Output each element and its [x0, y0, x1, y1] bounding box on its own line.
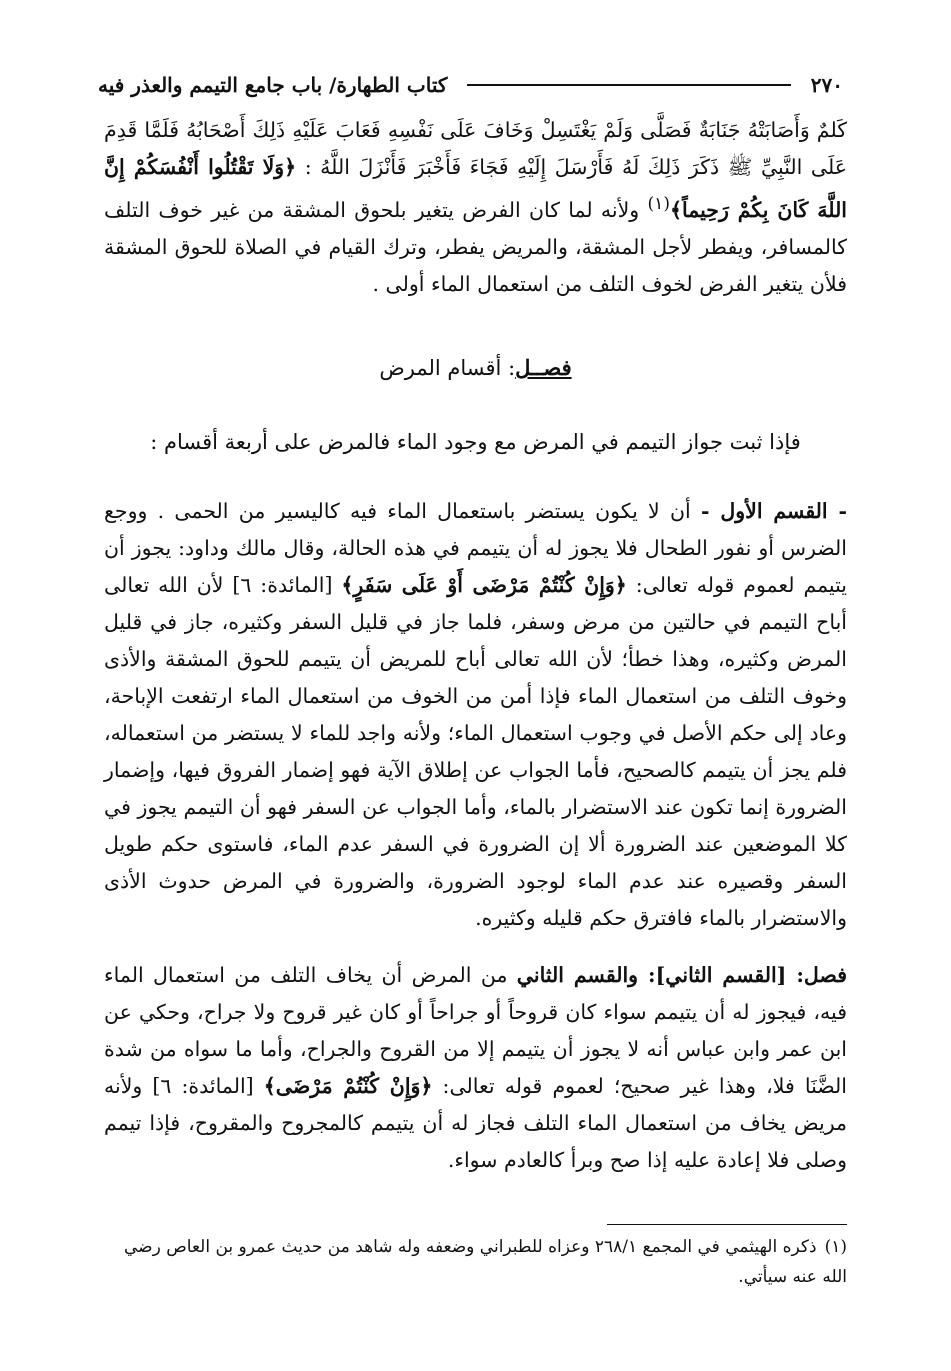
paragraph-1-lead: كَلمٌ وَأَصَابَتْهُ جَنَابَةٌ فَصَلَّى وَلَمْ يَغْتَسِلْ وَخَافَ عَلَى نَفْسِهِ فَعَابَ عَلَيْهِ ذَلِكَ أَصْحَابُهُ فَلَمَّا قَدِمَ عَلَى النَّبِيِّ ﷺ ذَكَرَ ذَلِكَ لَهُ فَأَرْسَلَ إِلَيْهِ فَجَاءَ فَأَخْبَرَ فَأَنْزَلَ اللَّهُ : [104, 118, 847, 179]
footnote-ref: (١) [647, 194, 671, 214]
paragraph-1-verse: ﴿وَلَا تَقْتُلُوا أَنْفُسَكُمْ إِنَّ اللَّهَ كَانَ بِكُمْ رَحِيماً﴾ [104, 155, 848, 222]
footnote [104, 1232, 847, 1292]
running-title: كتاب الطهارة/ باب جامع التيمم والعذر فيه [98, 73, 448, 97]
paragraph-2-verse: ﴿وَإِنْ كُنْتُمْ مَرْضَى أَوْ عَلَى سَفَرٍ﴾ [341, 573, 627, 597]
page-number: ٢٧٠ [810, 73, 843, 97]
paragraph-2-text: أن لا يكون يستضر باستعمال الماء فيه كاليسير من الحمى . ووجع الضرس أو نفور الطحال فلا يجوز له أن يتيمم في هذه الحالة، وقال مالك وداود: يجوز أن يتيمم لعموم قوله تعالى: [104, 499, 848, 597]
paragraph-2-rest: [المائدة: ٦] لأن الله تعالى أباح التيمم في حالتين من مرض وسفر، فلما جاز في قليل السفر وكثيره، جاز في قليل المرض وكثيره، وهذا خطأ؛ لأن الله تعالى أباح للمريض أن يتيمم للحوق المشقة والأذى وخوف التلف من استعمال الماء فإذا أمن من الخوف من استعمال الماء ارتفعت الإباحة، وعاد إلى حكم الأصل في وجوب استعمال الماء؛ ولأنه واجد للماء لا يستضر من استعماله، فلم يجز أن يتيمم كالصحيح، فأما الجواب عن إطلاق الآية فهو إضمار الفروق فيها، وإضمار الضرورة إنما تكون عند الاستضرار بالماء، وأما الجواب عن السفر فهو أن التيمم يجوز في كلا الموضعين عند الضرورة ألا إن الضرورة في السفر عدم الماء، فاستوى حكم طويل السفر وقصيره عند عدم الماء لوجود الضرورة، والضرورة في المرض حدوث الأذى والاستضرار بالماء فافترق حكم قليله وكثيره. [104, 573, 847, 930]
paragraph-1-rest: ولأنه لما كان الفرض يتغير بلحوق المشقة من غير خوف التلف كالمسافر، ويفطر لأجل المشقة، والمريض يفطر، وترك القيام في الصلاة للحوق المشقة فلأن يتغير الفرض لخوف التلف من استعمال الماء أولى . [104, 197, 847, 296]
paragraph-2-lead: - القسم الأول - [700, 499, 847, 523]
footnote-text: ذكره الهيثمي في المجمع ٢٦٨/١ وعزاه للطبراني وضعفه وله شاهد من حديث عمرو بن العاص رضي الله عنه سيأتي. [124, 1237, 847, 1287]
footnote-number: (١) [824, 1237, 847, 1257]
paragraph-3-lead: فصل: [القسم الثاني]: والقسم الثاني [516, 963, 848, 987]
page-header [98, 68, 843, 102]
footnote-rule [607, 1224, 847, 1225]
paragraph-3-rest: [المائدة: ٦] ولأنه مريض يخاف من استعمال الماء التلف فجاز له أن يتيمم كالمجروح والمقروح، فإذا تيمم وصلى فلا إعادة عليه إذا صح وبرأ كالعادم سواء. [104, 1074, 847, 1172]
section-intro: فإذا ثبت جواز التيمم في المرض مع وجود الماء فالمرض على أربعة أقسام : [150, 430, 801, 454]
section-title: : أقسام المرض [379, 356, 516, 380]
header-rule [467, 84, 790, 86]
paragraph-3-verse: ﴿وَإِنْ كُنْتُمْ مَرْضَى﴾ [263, 1074, 433, 1098]
section-heading [0, 350, 951, 386]
paragraph-2 [104, 493, 847, 937]
paragraph-3 [104, 957, 847, 1179]
paragraph-3-text: من المرض أن يخاف التلف من استعمال الماء فيه، فيجوز له أن يتيمم سواء كان قروحاً أو جراحاً أو كان غير قروح ولا جراح، وحكي عن ابن عمر وابن عباس أنه لا يجوز أن يتيمم إلا من القروح والجراح، وأما ما سواه من شدة الضَّنَا فلا، وهذا غير صحيح؛ لعموم قوله تعالى: [104, 963, 847, 1098]
paragraph-1 [104, 112, 847, 303]
section-label: فصــل [515, 355, 572, 380]
